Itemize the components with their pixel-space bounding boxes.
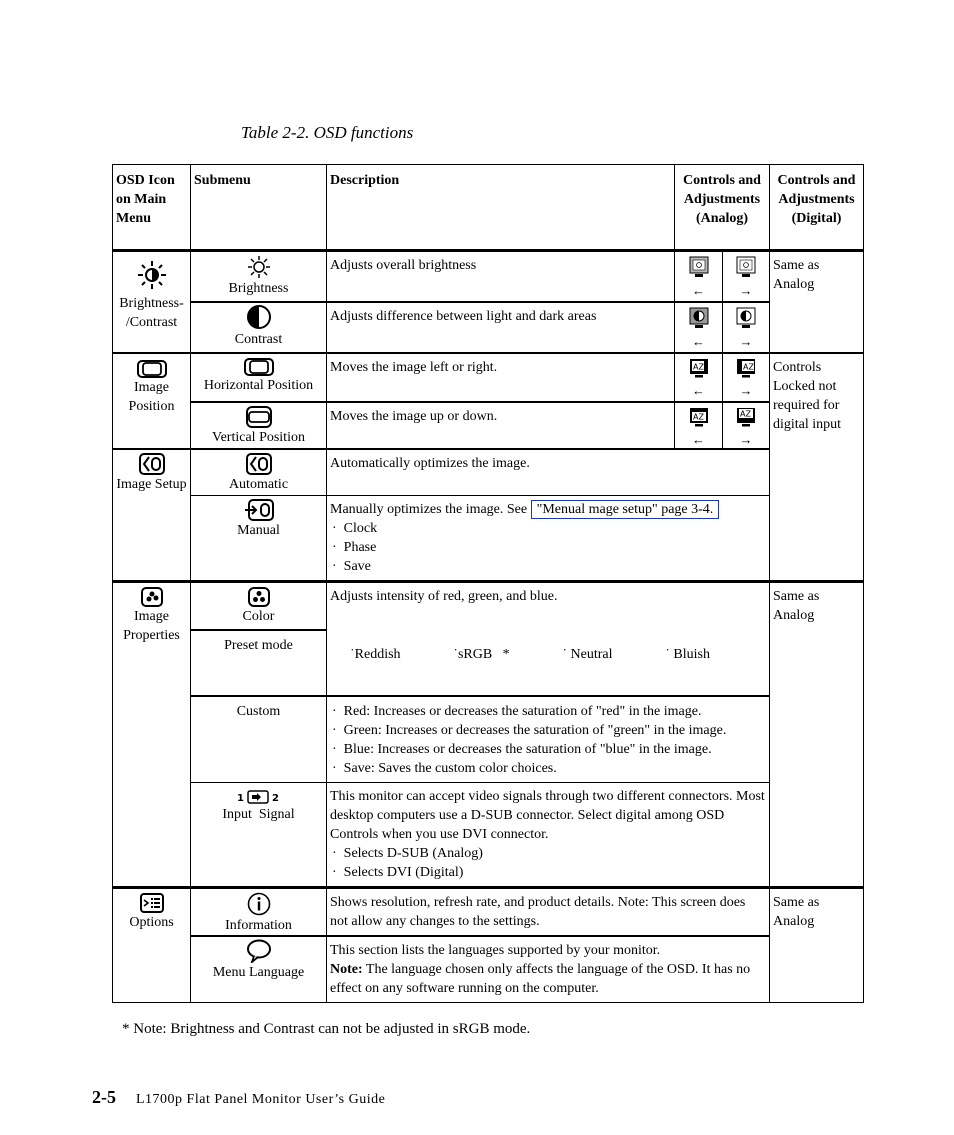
submenu-label: Menu Language xyxy=(212,965,305,980)
list-item: · Selects D-SUB (Analog) xyxy=(332,846,483,861)
description xyxy=(327,696,770,783)
row-menu-language xyxy=(113,936,864,1003)
header-row xyxy=(113,165,864,251)
list-item: · Phase xyxy=(332,540,377,555)
contrast-half-circle-icon xyxy=(246,304,272,330)
manual-setup-icon xyxy=(244,499,274,521)
group-label: Image Setup xyxy=(116,476,187,492)
left-arrow-icon: ← xyxy=(692,382,705,398)
control-decrease xyxy=(675,302,723,353)
list-item: · Save xyxy=(332,559,371,574)
description: Moves the image up or down. xyxy=(327,402,675,449)
submenu-label: Vertical Position xyxy=(212,429,305,445)
color-description: Adjusts intensity of red, green, and blue. xyxy=(330,589,558,604)
osd-functions-table xyxy=(112,164,864,1003)
svg-text:AZ: AZ xyxy=(743,362,754,371)
submenu-horizontal-position xyxy=(191,353,327,402)
header-icon: OSD Icon on Main Menu xyxy=(113,165,191,251)
digital-image-properties: Same as Analog xyxy=(770,582,864,888)
control-increase xyxy=(723,353,770,402)
page-footer xyxy=(92,1087,385,1108)
description xyxy=(327,582,770,696)
group-brightness-contrast xyxy=(113,251,191,353)
monitor-brightness-icon xyxy=(689,256,709,278)
group-image-properties xyxy=(113,582,191,888)
list-item: · Blue: Increases or decreases the saturation of "blue" in the image. xyxy=(332,741,712,757)
page-number: 2-5 xyxy=(92,1087,116,1107)
submenu-label: Color xyxy=(242,609,275,624)
svg-text:AZ: AZ xyxy=(692,412,704,421)
right-arrow-icon: → xyxy=(739,382,753,398)
description xyxy=(327,936,770,1003)
submenu-label: Manual xyxy=(237,523,280,538)
monitor-az-icon xyxy=(736,407,756,427)
preset-option-reddish[interactable]: ˙Reddish xyxy=(350,647,401,662)
submenu-label: Contrast xyxy=(234,331,283,347)
options-list-icon xyxy=(140,893,164,913)
group-options xyxy=(113,888,191,1003)
header-digital: Controls and Adjustments (Digital) xyxy=(770,165,864,251)
color-icon xyxy=(248,587,270,607)
group-image-position xyxy=(113,353,191,449)
left-arrow-icon: ← xyxy=(692,283,705,298)
control-increase xyxy=(723,302,770,353)
image-setup-icon xyxy=(139,453,165,475)
list-item: · Save: Saves the custom color choices. xyxy=(332,760,557,776)
monitor-brightness-icon xyxy=(736,256,756,278)
description xyxy=(327,783,770,888)
color-palette-icon xyxy=(141,587,163,607)
automatic-setup-icon xyxy=(246,453,272,475)
row-automatic xyxy=(113,449,864,496)
right-arrow-icon: → xyxy=(739,333,753,349)
submenu-automatic xyxy=(191,449,327,496)
control-decrease xyxy=(675,353,723,402)
submenu-label: Horizontal Position xyxy=(203,377,314,393)
horizontal-position-icon xyxy=(244,358,274,376)
list-item: · Red: Increases or decreases the saturation of "red" in the image. xyxy=(332,703,702,719)
digital-locked: Controls Locked not required for digital input xyxy=(770,353,864,582)
description: Shows resolution, refresh rate, and product details. Note: This screen does not allow any changes to the settings. xyxy=(327,888,770,937)
preset-options xyxy=(330,645,710,664)
digital-options: Same as Analog xyxy=(770,888,864,1003)
header-submenu: Submenu xyxy=(191,165,327,251)
speech-bubble-icon xyxy=(246,939,272,963)
note-text: The language chosen only affects the language of the OSD. It has no effect on any software running on the computer. xyxy=(330,962,751,996)
right-arrow-icon: → xyxy=(739,431,753,447)
monitor-outline-icon xyxy=(137,360,167,378)
left-arrow-icon: ← xyxy=(692,333,705,349)
submenu-manual xyxy=(191,496,327,582)
footnote: * Note: Brightness and Contrast can not be adjusted in sRGB mode. xyxy=(122,1021,531,1037)
preset-option-neutral[interactable]: ˙ Neutral xyxy=(562,647,613,662)
monitor-az-icon xyxy=(689,358,709,378)
svg-text:AZ: AZ xyxy=(740,409,751,418)
submenu-label: Input Signal xyxy=(222,807,295,822)
brightness-sun-icon xyxy=(137,260,167,290)
monitor-az-icon xyxy=(689,407,709,427)
submenu-custom: Custom xyxy=(191,696,327,783)
monitor-az-icon xyxy=(736,358,756,378)
language-description: This section lists the languages supported by your monitor. xyxy=(330,943,661,958)
right-arrow-icon: → xyxy=(739,283,753,298)
control-decrease xyxy=(675,251,723,302)
preset-option-bluish[interactable]: ˙ Bluish xyxy=(665,647,710,662)
description: Adjusts difference between light and dark areas xyxy=(327,302,675,353)
group-image-setup xyxy=(113,449,191,582)
control-increase xyxy=(723,251,770,302)
submenu-preset-mode: Preset mode xyxy=(191,630,327,696)
submenu-input-signal xyxy=(191,783,327,888)
description xyxy=(327,496,770,582)
row-manual xyxy=(113,496,864,582)
row-input-signal xyxy=(113,783,864,888)
control-increase xyxy=(723,402,770,449)
row-contrast xyxy=(113,302,864,353)
submenu-menu-language xyxy=(191,936,327,1003)
submenu-brightness xyxy=(191,251,327,302)
manual-setup-link[interactable]: "Menual mage setup" page 3-4. xyxy=(531,500,720,519)
row-horizontal-position xyxy=(113,353,864,402)
brightness-icon xyxy=(247,255,271,279)
svg-text:2: 2 xyxy=(271,793,279,804)
svg-text:AZ: AZ xyxy=(692,362,704,371)
submenu-contrast xyxy=(191,302,327,353)
table-caption: Table 2-2. OSD functions xyxy=(241,123,414,142)
left-arrow-icon: ← xyxy=(692,431,705,447)
digital-brightness-contrast: Same as Analog xyxy=(770,251,864,353)
monitor-contrast-icon xyxy=(736,307,756,329)
monitor-contrast-icon xyxy=(689,307,709,329)
submenu-label: Information xyxy=(225,918,292,933)
description: Automatically optimizes the image. xyxy=(327,449,770,496)
submenu-label: Automatic xyxy=(228,476,289,492)
group-label: Image Properties xyxy=(123,609,180,643)
group-label: Options xyxy=(129,915,174,930)
vertical-position-icon xyxy=(246,406,272,428)
description: Adjusts overall brightness xyxy=(327,251,675,302)
submenu-color xyxy=(191,582,327,630)
document-title: L1700p Flat Panel Monitor User’s Guide xyxy=(136,1092,386,1107)
row-brightness xyxy=(113,251,864,302)
submenu-information xyxy=(191,888,327,937)
control-decrease xyxy=(675,402,723,449)
note-label: Note: xyxy=(330,962,363,977)
input-signal-icon xyxy=(237,789,281,805)
svg-text:1: 1 xyxy=(236,793,244,804)
row-vertical-position xyxy=(113,402,864,449)
submenu-vertical-position xyxy=(191,402,327,449)
header-description: Description xyxy=(327,165,675,251)
header-analog: Controls and Adjustments (Analog) xyxy=(675,165,770,251)
input-description: This monitor can accept video signals through two different connectors. Most desktop computers use a D-SUB connector. Select digital among OSD Controls when you use DVI connector. xyxy=(330,789,765,842)
manual-description: Manually optimizes the image. See xyxy=(330,502,528,517)
list-item: · Clock xyxy=(332,521,378,536)
preset-option-srgb[interactable]: ˙sRGB * xyxy=(453,647,510,662)
information-icon xyxy=(247,892,271,916)
list-item: · Selects DVI (Digital) xyxy=(332,865,464,880)
submenu-label: Brightness xyxy=(228,281,289,296)
row-information xyxy=(113,888,864,937)
row-custom xyxy=(113,696,864,783)
description: Moves the image left or right. xyxy=(327,353,675,402)
group-label: Image Position xyxy=(128,379,175,414)
list-item: · Green: Increases or decreases the saturation of "green" in the image. xyxy=(332,722,727,738)
group-label: Brightness- /Contrast xyxy=(119,296,184,330)
row-color xyxy=(113,582,864,630)
